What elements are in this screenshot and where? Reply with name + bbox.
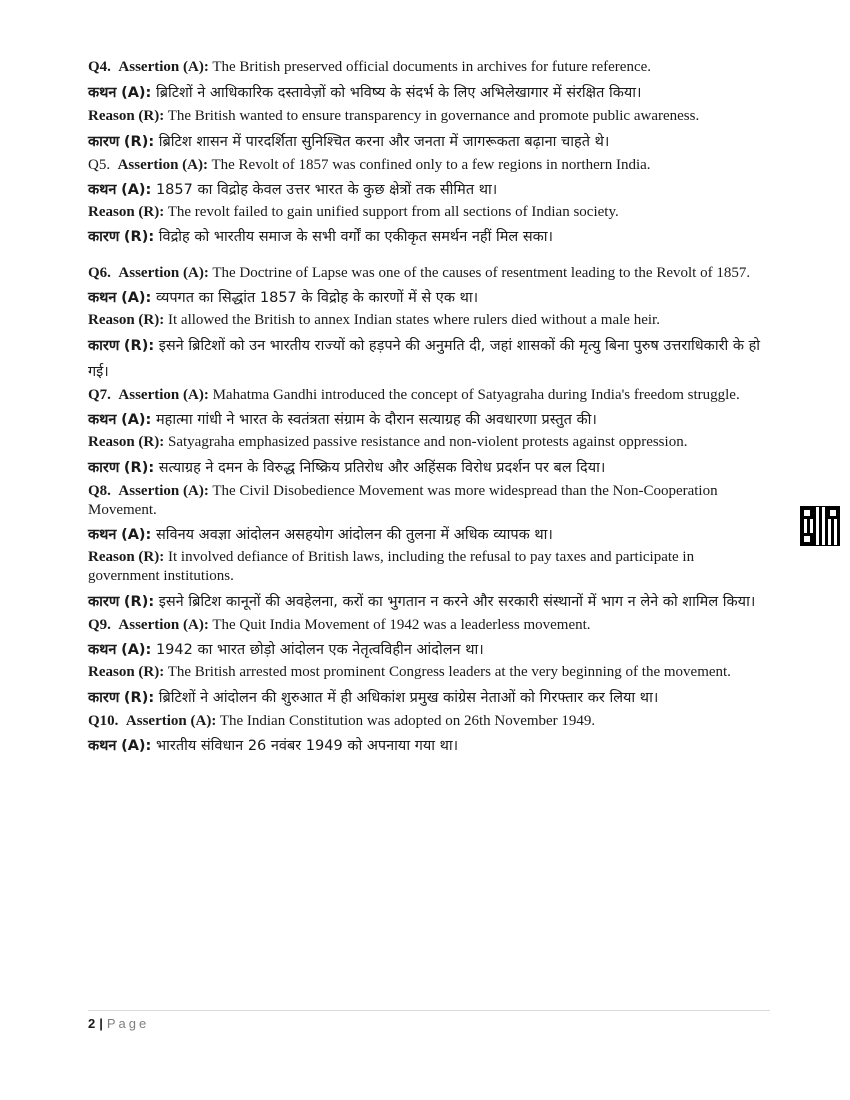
assertion-hi: कथन (A): सविनय अवज्ञा आंदोलन असहयोग आंदोलन की तुलना में अधिक व्यापक था। (88, 527, 553, 543)
assertion-hi: कथन (A): 1857 का विद्रोह केवल उत्तर भारत के कुछ क्षेत्रों तक सीमित था। (88, 182, 498, 198)
assertion-en: Q4. Assertion (A): The British preserved official documents in archives for future reference. (88, 59, 652, 75)
question-block (88, 58, 768, 155)
page-label: Page (106, 1016, 150, 1031)
assertion-hi: कथन (A): भारतीय संविधान 26 नवंबर 1949 को अपनाया गया था। (88, 738, 459, 754)
reason-hi: कारण (R): ब्रिटिशों ने आंदोलन की शुरुआत में ही अधिकांश प्रमुख कांग्रेस नेताओं को गिरफ्तार कर लिया था। (88, 690, 659, 706)
reason-en: Reason (R): The revolt failed to gain unified support from all sections of Indian society. (88, 204, 619, 220)
footer-separator: | (99, 1016, 103, 1031)
assertion-hi: कथन (A): महात्मा गांधी ने भारत के स्वतंत्रता संग्राम के दौरान सत्याग्रह की अवधारणा प्रस्तुत की। (88, 412, 597, 428)
reason-en: Reason (R): The British wanted to ensure transparency in governance and promote public awareness. (88, 108, 700, 124)
reason-hi: कारण (R): विद्रोह को भारतीय समाज के सभी वर्गों का एकीकृत समर्थन नहीं मिल सका। (88, 229, 554, 245)
reason-hi: कारण (R): इसने ब्रिटिशों को उन भारतीय राज्यों को हड़पने की अनुमति दी, जहां शासकों की मृत्यु बिना पुरुष उत्तराधिकारी के हो गई। (88, 338, 761, 380)
reason-en: Reason (R): It involved defiance of British laws, including the refusal to pay taxes and participate in government institutions. (88, 549, 695, 584)
assertion-en: Q9. Assertion (A): The Quit India Movement of 1942 was a leaderless movement. (88, 617, 591, 633)
reason-hi: कारण (R): ब्रिटिश शासन में पारदर्शिता सुनिश्चित करना और जनता में जागरूकता बढ़ाना चाहते थे। (88, 134, 610, 150)
document-body (88, 58, 768, 759)
question-block (88, 264, 768, 385)
reason-en: Reason (R): It allowed the British to annex Indian states where rulers died without a male heir. (88, 312, 660, 328)
reason-en: Reason (R): The British arrested most prominent Congress leaders at the very beginning of the movement. (88, 664, 731, 680)
question-block (88, 482, 768, 615)
reason-hi: कारण (R): सत्याग्रह ने दमन के विरुद्ध निष्क्रिय प्रतिरोध और अहिंसक विरोध प्रदर्शन पर बल दिया। (88, 460, 606, 476)
assertion-en: Q8. Assertion (A): The Civil Disobedience Movement was more widespread than the Non-Cooperation Movement. (88, 483, 718, 518)
page-number: 2 (88, 1016, 96, 1031)
assertion-hi: कथन (A): व्यपगत का सिद्धांत 1857 के विद्रोह के कारणों में से एक था। (88, 290, 479, 306)
reason-hi: कारण (R): इसने ब्रिटिश कानूनों की अवहेलना, करों का भुगतान न करने और सरकारी संस्थानों में भाग न लेने को शामिल किया। (88, 594, 756, 610)
assertion-hi: कथन (A): ब्रिटिशों ने आधिकारिक दस्तावेज़ों को भविष्य के संदर्भ के लिए अभिलेखागार में संरक्षित किया। (88, 85, 642, 101)
spacer (88, 250, 768, 264)
qr-code-icon (800, 506, 840, 546)
question-block (88, 712, 768, 758)
page-footer (88, 1016, 149, 1031)
question-block (88, 156, 768, 249)
assertion-en: Q5. Assertion (A): The Revolt of 1857 was confined only to a few regions in northern India. (88, 157, 651, 173)
assertion-en: Q7. Assertion (A): Mahatma Gandhi introduced the concept of Satyagraha during India's freedom struggle. (88, 387, 740, 403)
assertion-en: Q6. Assertion (A): The Doctrine of Lapse was one of the causes of resentment leading to the Revolt of 1857. (88, 265, 751, 281)
question-block (88, 386, 768, 481)
assertion-en: Q10. Assertion (A): The Indian Constitution was adopted on 26th November 1949. (88, 713, 596, 729)
assertion-hi: कथन (A): 1942 का भारत छोड़ो आंदोलन एक नेतृत्वविहीन आंदोलन था। (88, 642, 484, 658)
reason-en: Reason (R): Satyagraha emphasized passive resistance and non-violent protests against oppression. (88, 434, 688, 450)
footer-divider (88, 1010, 770, 1011)
question-block (88, 616, 768, 711)
